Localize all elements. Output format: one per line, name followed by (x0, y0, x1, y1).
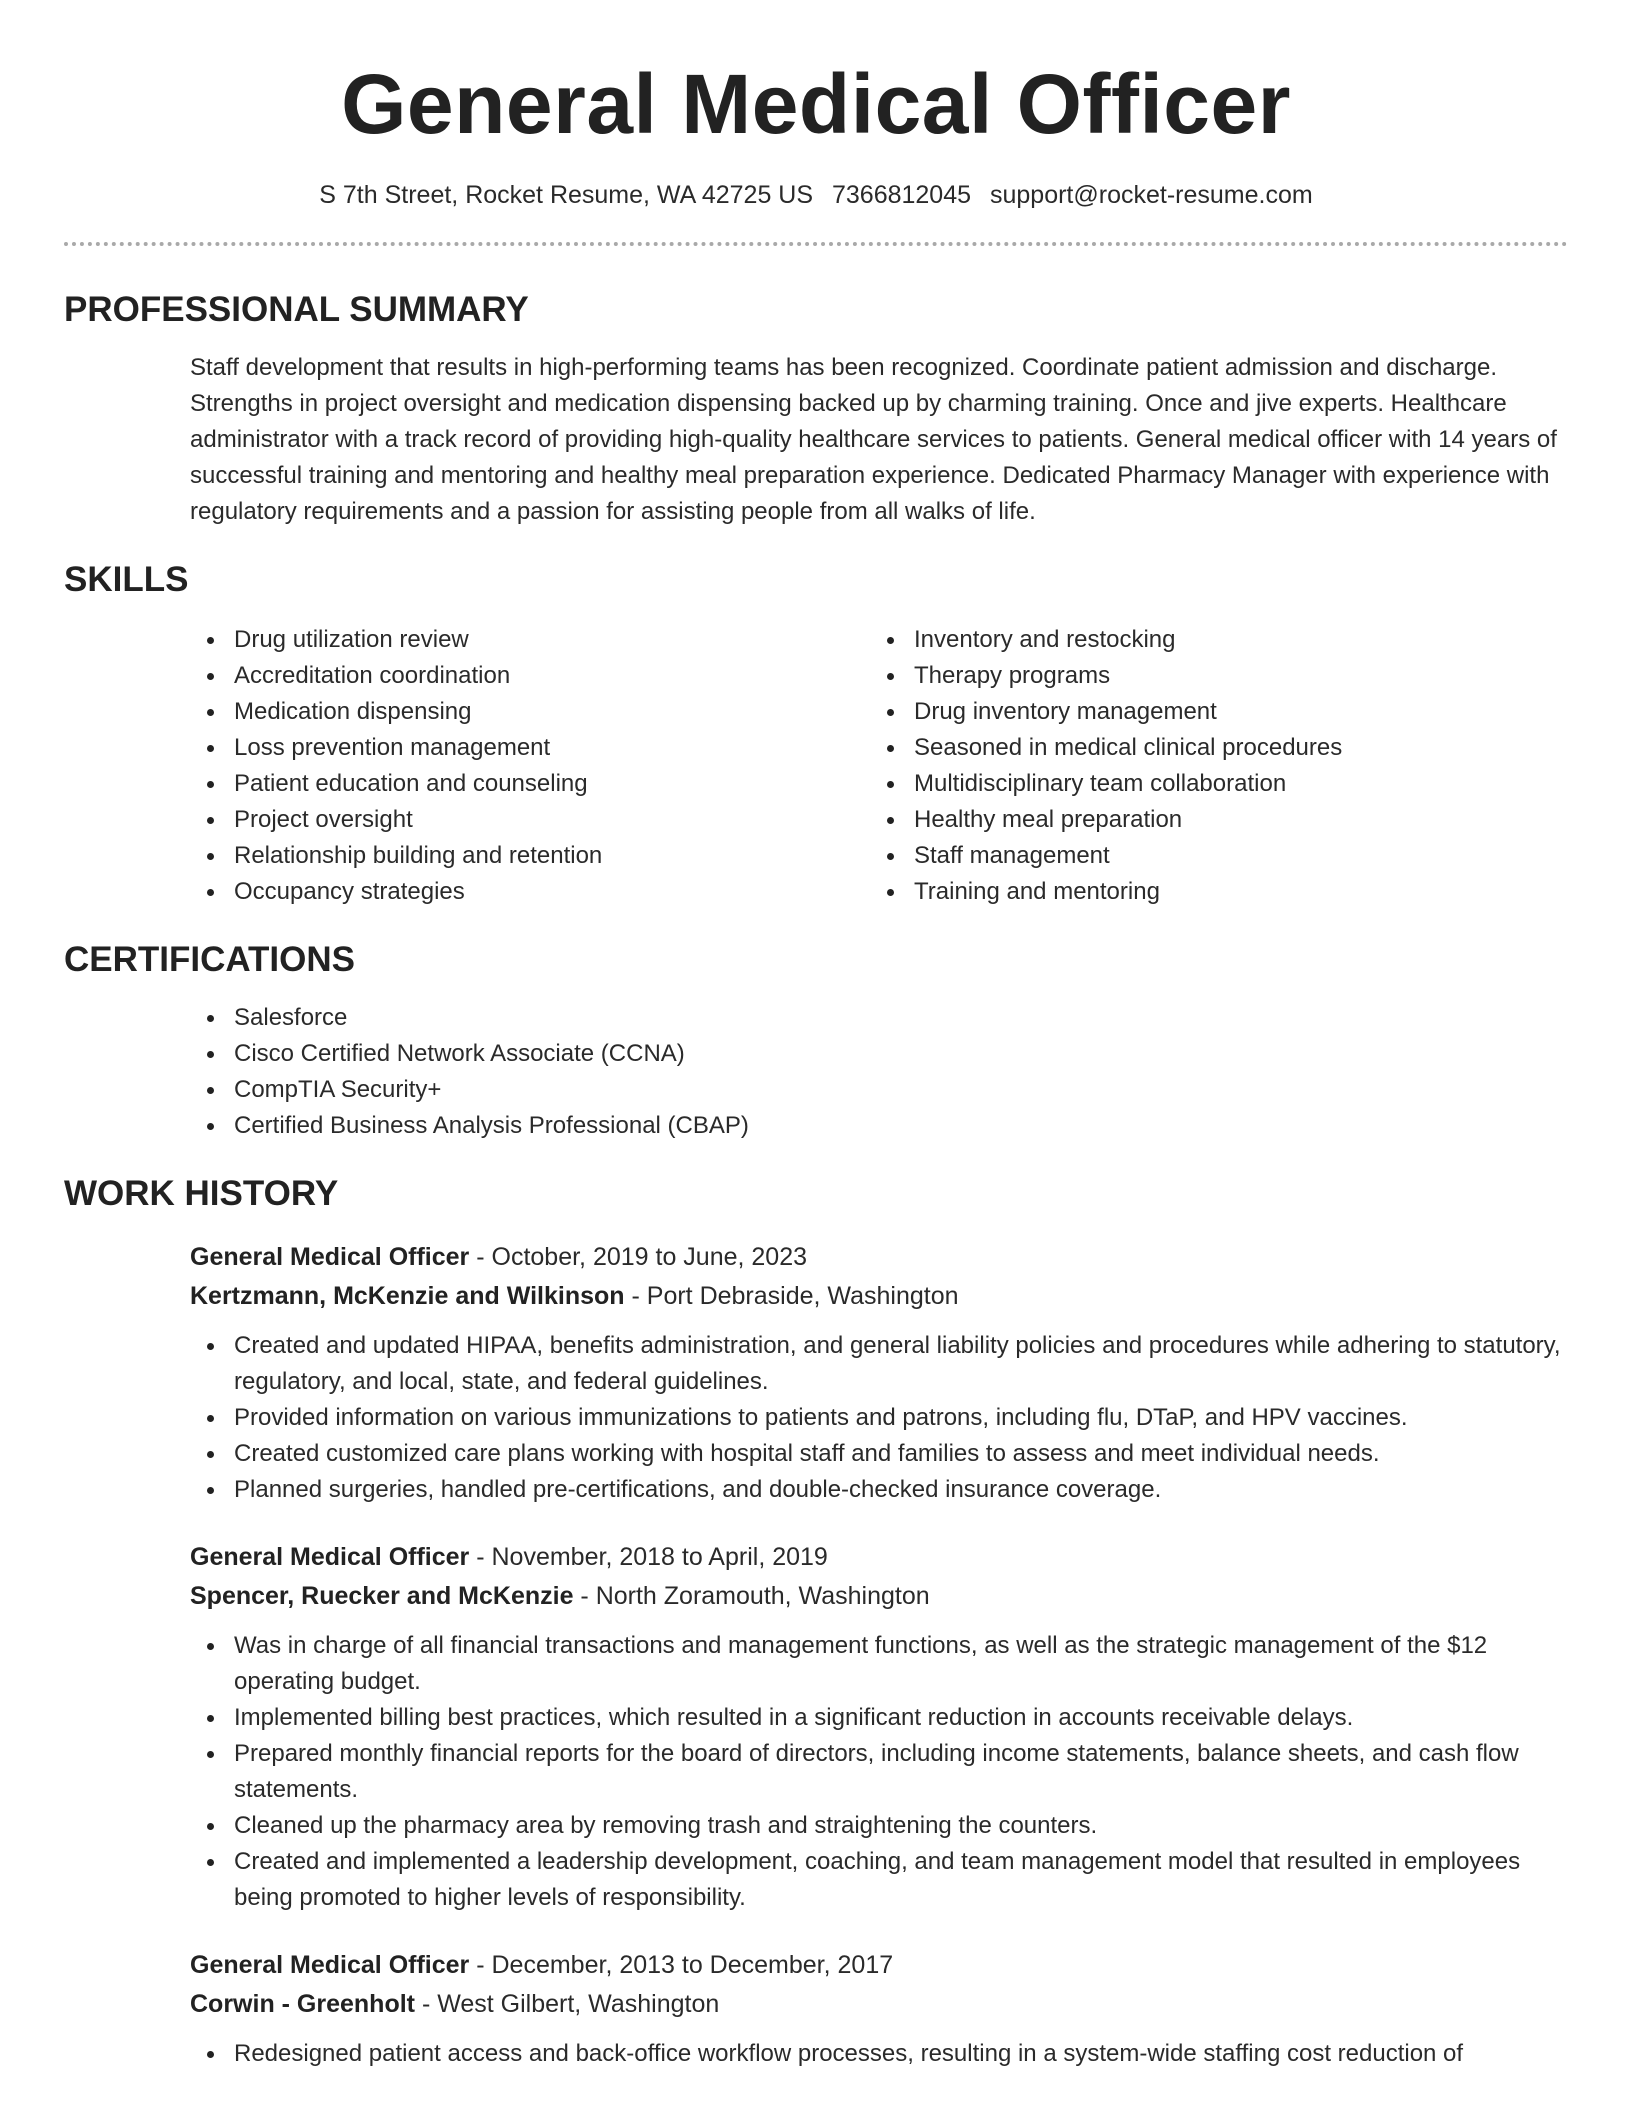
skill-item: Therapy programs (870, 658, 1530, 694)
skill-item: Multidisciplinary team collaboration (870, 766, 1530, 802)
skill-item: Healthy meal preparation (870, 802, 1530, 838)
job-title-line (190, 1238, 1568, 1277)
job-bullets (190, 1328, 1570, 1508)
skills-heading: SKILLS (64, 560, 189, 599)
skills-list (64, 622, 1568, 910)
job-bullet: Prepared monthly financial reports for the board of directors, including income statements, balance sheets, and cash flow statements. (190, 1736, 1570, 1808)
job-entry (190, 1238, 1568, 1508)
job-company: Corwin - Greenholt (190, 1990, 415, 2018)
job-dates: - November, 2018 to April, 2019 (469, 1543, 828, 1571)
job-role: General Medical Officer (190, 1243, 470, 1271)
certification-item: CompTIA Security+ (190, 1072, 1568, 1108)
job-entry (190, 1538, 1568, 1916)
skills-column-1 (190, 622, 870, 910)
job-entry (190, 1946, 1568, 2072)
summary-text: Staff development that results in high-performing teams has been recognized. Coordinate patient admission and discharge. Strengths in project oversight and medication dispensing backed up by charming training. Once and jive experts. Healthcare administrator with a track record of providing high-quality healthcare services to patients. General medical officer with 14 years of successful training and mentoring and healthy meal preparation experience. Dedicated Pharmacy Manager with experience with regulatory requirements and a passion for assisting people from all walks of life. (190, 354, 1557, 525)
job-bullet: Created and implemented a leadership development, coaching, and team management model that resulted in employees being promoted to higher levels of responsibility. (190, 1844, 1570, 1916)
contact-line (64, 180, 1568, 210)
skill-item: Occupancy strategies (190, 874, 870, 910)
job-bullet: Planned surgeries, handled pre-certifications, and double-checked insurance coverage. (190, 1472, 1570, 1508)
job-role: General Medical Officer (190, 1543, 470, 1571)
skills-column-2 (870, 622, 1530, 910)
job-location: - Port Debraside, Washington (624, 1282, 959, 1310)
skill-item: Loss prevention management (190, 730, 870, 766)
skill-item: Seasoned in medical clinical procedures (870, 730, 1530, 766)
skill-item: Relationship building and retention (190, 838, 870, 874)
job-bullets (190, 1628, 1570, 1916)
certification-item: Salesforce (190, 1000, 1568, 1036)
job-company-line (190, 1277, 1568, 1316)
contact-phone: 7366812045 (831, 181, 972, 209)
job-role: General Medical Officer (190, 1951, 470, 1979)
resume-page (64, 0, 1568, 2072)
job-bullet: Created and updated HIPAA, benefits administration, and general liability policies and procedures while adhering to statutory, regulatory, and local, state, and federal guidelines. (190, 1328, 1570, 1400)
certifications-list (190, 1000, 1568, 1144)
skill-item: Accreditation coordination (190, 658, 870, 694)
skill-item: Project oversight (190, 802, 870, 838)
job-title-line (190, 1538, 1568, 1577)
contact-address: S 7th Street, Rocket Resume, WA 42725 US (319, 181, 814, 209)
job-company: Kertzmann, McKenzie and Wilkinson (190, 1282, 625, 1310)
skill-item: Medication dispensing (190, 694, 870, 730)
job-company-line (190, 1577, 1568, 1616)
job-bullet: Cleaned up the pharmacy area by removing trash and straightening the counters. (190, 1808, 1570, 1844)
skill-item: Drug utilization review (190, 622, 870, 658)
job-bullet: Implemented billing best practices, which resulted in a significant reduction in accounts receivable delays. (190, 1700, 1570, 1736)
job-company: Spencer, Ruecker and McKenzie (190, 1582, 574, 1610)
job-dates: - December, 2013 to December, 2017 (469, 1951, 894, 1979)
header-divider (64, 242, 1568, 246)
job-bullet: Created customized care plans working with hospital staff and families to assess and meet individual needs. (190, 1436, 1570, 1472)
job-bullet: Redesigned patient access and back-office workflow processes, resulting in a system-wide staffing cost reduction of (190, 2036, 1570, 2072)
job-bullets (190, 2036, 1570, 2072)
job-bullet: Was in charge of all financial transactions and management functions, as well as the strategic management of the $12 operating budget. (190, 1628, 1570, 1700)
job-location: - North Zoramouth, Washington (573, 1582, 930, 1610)
resume-name: General Medical Officer (341, 57, 1291, 151)
skill-item: Inventory and restocking (870, 622, 1530, 658)
job-dates: - October, 2019 to June, 2023 (469, 1243, 808, 1271)
contact-email: support@rocket-resume.com (989, 181, 1313, 209)
job-bullet: Provided information on various immunizations to patients and patrons, including flu, DTaP, and HPV vaccines. (190, 1400, 1570, 1436)
certification-item: Cisco Certified Network Associate (CCNA) (190, 1036, 1568, 1072)
certification-item: Certified Business Analysis Professional (CBAP) (190, 1108, 1568, 1144)
job-company-line (190, 1985, 1568, 2024)
skill-item: Drug inventory management (870, 694, 1530, 730)
skill-item: Staff management (870, 838, 1530, 874)
job-title-line (190, 1946, 1568, 1985)
skill-item: Training and mentoring (870, 874, 1530, 910)
job-location: - West Gilbert, Washington (415, 1990, 720, 2018)
certifications-heading: CERTIFICATIONS (64, 940, 356, 979)
skill-item: Patient education and counseling (190, 766, 870, 802)
work-history-heading: WORK HISTORY (64, 1174, 339, 1213)
summary-heading: PROFESSIONAL SUMMARY (64, 290, 529, 329)
